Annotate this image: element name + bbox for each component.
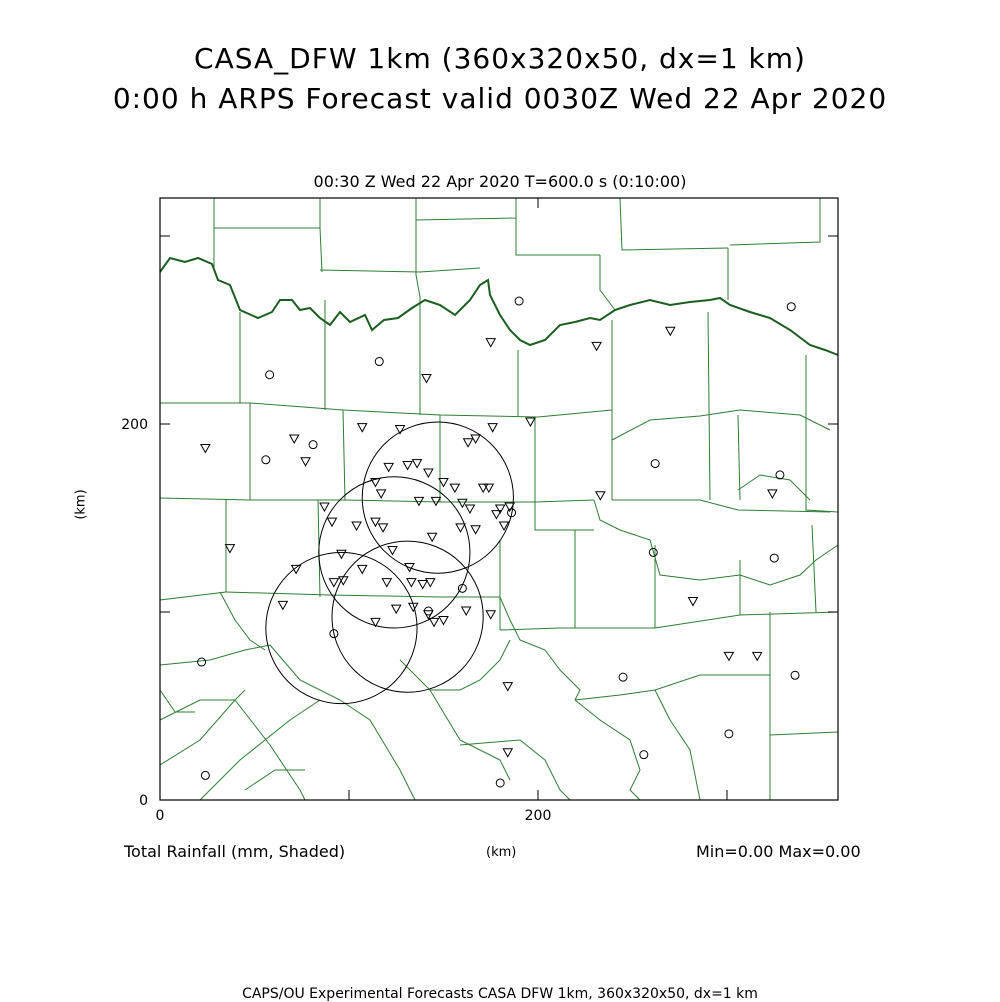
triangle-station-marker: [403, 461, 412, 469]
county-line: [200, 690, 245, 700]
title-line-2: 0:00 h ARPS Forecast valid 0030Z Wed 22 Apr 2020: [112, 82, 888, 115]
triangle-station-marker: [428, 533, 437, 541]
triangle-station-marker: [439, 616, 448, 624]
plot-frame: [160, 198, 838, 800]
county-line: [600, 255, 615, 310]
triangle-station-marker: [201, 444, 210, 452]
triangle-station-marker: [464, 439, 473, 447]
county-line: [806, 355, 838, 512]
triangle-station-marker: [688, 598, 697, 606]
circle-station-marker: [375, 358, 383, 366]
circle-station-marker: [515, 297, 523, 305]
triangle-station-marker: [388, 547, 397, 555]
county-line: [594, 500, 838, 585]
triangle-station-marker: [724, 652, 733, 660]
county-line: [214, 228, 322, 272]
county-line: [738, 415, 740, 500]
county-line: [708, 312, 710, 500]
axis-ticks: [160, 198, 838, 800]
field-label: Total Rainfall (mm, Shaded): [124, 842, 346, 861]
y-tick-label-0: 0: [139, 793, 148, 809]
county-line: [160, 700, 235, 765]
county-line: [575, 700, 640, 800]
triangle-station-marker: [352, 522, 361, 530]
title-line-1: CASA_DFW 1km (360x320x50, dx=1 km): [194, 42, 806, 75]
state-border-red-river: [160, 258, 838, 355]
triangle-station-marker: [327, 518, 336, 526]
county-line: [430, 640, 510, 690]
triangle-station-marker: [384, 463, 393, 471]
triangle-station-marker: [592, 342, 601, 350]
county-line: [416, 198, 420, 297]
county-line: [620, 198, 728, 250]
triangle-station-marker: [278, 601, 287, 609]
circle-station-marker: [787, 303, 795, 311]
x-axis-unit-label: (km): [486, 845, 517, 860]
county-line: [516, 218, 600, 255]
county-line: [770, 732, 838, 735]
county-line: [245, 770, 305, 790]
triangle-station-marker: [329, 579, 338, 587]
county-line: [320, 268, 480, 272]
triangle-station-marker: [753, 652, 762, 660]
triangle-station-marker: [382, 579, 391, 587]
triangle-station-marker: [526, 418, 535, 426]
triangle-station-marker: [426, 579, 435, 587]
triangle-station-marker: [768, 490, 777, 498]
triangle-station-marker: [465, 505, 474, 513]
triangle-station-marker: [488, 424, 497, 432]
triangle-station-marker: [503, 683, 512, 691]
radar-coverage-rings: [266, 422, 514, 704]
circle-station-marker: [496, 779, 504, 787]
circle-station-marker: [725, 730, 733, 738]
triangle-station-marker: [379, 524, 388, 532]
triangle-station-marker: [503, 749, 512, 757]
circle-station-marker: [640, 751, 648, 759]
triangle-station-marker: [486, 611, 495, 619]
county-line: [460, 740, 570, 800]
county-line: [500, 612, 838, 630]
triangle-station-marker: [337, 550, 346, 558]
triangle-station-marker: [392, 605, 401, 613]
county-line: [220, 592, 265, 650]
county-line: [226, 592, 500, 597]
triangle-station-marker: [596, 492, 605, 500]
county-line: [343, 410, 345, 500]
circle-station-marker: [262, 456, 270, 464]
triangle-station-marker: [424, 469, 433, 477]
triangle-station-marker: [377, 490, 386, 498]
county-line: [612, 410, 830, 440]
min-max-label: Min=0.00 Max=0.00: [696, 842, 861, 861]
triangle-station-marker: [450, 484, 459, 492]
county-line: [535, 417, 594, 530]
triangle-station-marker: [358, 424, 367, 432]
triangle-station-marker: [407, 579, 416, 587]
circle-station-marker: [198, 658, 206, 666]
triangle-station-marker: [456, 524, 465, 532]
county-line: [160, 592, 226, 600]
county-line: [200, 700, 320, 800]
county-line: [416, 198, 516, 220]
triangle-station-marker: [418, 581, 427, 589]
triangle-station-marker: [486, 339, 495, 347]
county-line: [160, 700, 200, 720]
county-line: [160, 645, 270, 665]
circle-station-marker: [770, 554, 778, 562]
triangle-station-marker: [462, 607, 471, 615]
county-line: [655, 690, 700, 800]
y-tick-label-200: 200: [121, 417, 148, 433]
triangle-station-marker: [422, 375, 431, 383]
triangle-station-marker: [358, 565, 367, 573]
triangle-station-marker: [430, 618, 439, 626]
triangle-station-marker: [225, 545, 234, 553]
county-boundaries: [160, 198, 838, 800]
triangle-station-marker: [290, 435, 299, 443]
county-line: [160, 498, 594, 502]
circle-station-marker: [791, 671, 799, 679]
y-axis-unit-label: (km): [73, 489, 89, 520]
valid-time-subtitle: 00:30 Z Wed 22 Apr 2020 T=600.0 s (0:10:00): [313, 172, 687, 191]
circle-station-marker: [619, 673, 627, 681]
circle-station-marker: [309, 441, 317, 449]
circle-station-marker: [651, 460, 659, 468]
county-line: [612, 500, 830, 512]
triangle-station-marker: [320, 503, 329, 511]
county-line: [575, 675, 770, 700]
county-line: [160, 403, 612, 417]
credit-line: CAPS/OU Experimental Forecasts CASA DFW 1km, 360x320x50, dx=1 km: [242, 986, 758, 1002]
county-line: [500, 597, 580, 700]
county-line: [235, 700, 305, 800]
circle-station-marker: [266, 371, 274, 379]
county-line: [160, 690, 195, 712]
triangle-station-marker: [301, 458, 310, 466]
triangle-station-marker: [471, 526, 480, 534]
triangle-station-marker: [413, 460, 422, 468]
x-tick-label-0: 0: [155, 808, 165, 824]
county-line: [812, 525, 816, 612]
county-line: [400, 660, 510, 780]
x-tick-label-200: 200: [524, 808, 552, 824]
circle-station-marker: [201, 771, 209, 779]
circle-station-marker: [776, 471, 784, 479]
triangle-station-marker: [666, 327, 675, 335]
county-line: [738, 475, 810, 500]
county-line: [730, 198, 820, 245]
triangle-station-markers: [201, 327, 777, 756]
